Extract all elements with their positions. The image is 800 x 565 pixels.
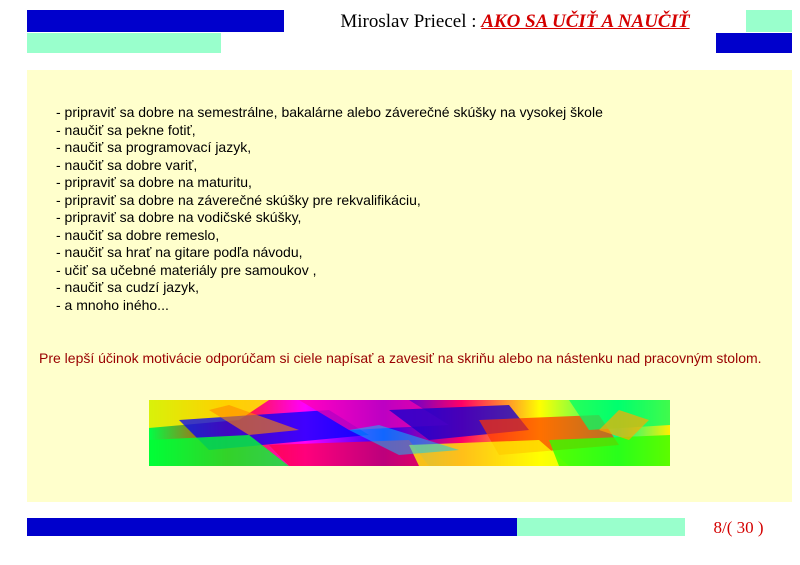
footer-mint-bar: [517, 518, 685, 536]
goal-list: [56, 104, 603, 314]
list-item: - naučiť sa hrať na gitare podľa návodu,: [56, 244, 303, 260]
motivation-note: Pre lepší účinok motivácie odporúčam si ciele napísať a zavesiť na skriňu alebo na nástenku nad pracovným stolom.: [39, 350, 762, 366]
list-item: - naučiť sa pekne fotiť,: [56, 121, 196, 138]
list-item: - naučiť sa dobre variť,: [56, 156, 198, 173]
page-title: [284, 10, 746, 34]
list-item: - pripraviť sa dobre na maturitu,: [56, 174, 252, 190]
list-item: - naučiť sa dobre remeslo,: [56, 226, 220, 243]
header-mint-bar: [27, 33, 221, 53]
list-item: - učiť sa učebné materiály pre samoukov ,: [56, 261, 317, 278]
list-item: - pripraviť sa dobre na semestrálne, bakalárne alebo záverečné skúšky na vysokej škole: [56, 104, 603, 120]
header-blue-bar: [27, 10, 284, 32]
list-item: - naučiť sa cudzí jazyk,: [56, 279, 199, 295]
page-number: 8/( 30 ): [713, 518, 764, 537]
list-item: - pripraviť sa dobre na záverečné skúšky pre rekvalifikáciu,: [56, 191, 421, 208]
content-panel: [27, 70, 792, 502]
list-item: - a mnoho iného...: [56, 296, 169, 313]
list-item: - naučiť sa programovací jazyk,: [56, 139, 252, 155]
header-right-mint-block: [746, 10, 792, 32]
header-right-blue-block: [716, 33, 792, 53]
list-item: - pripraviť sa dobre na vodičské skúšky,: [56, 209, 302, 225]
decorative-texture-image: [149, 400, 670, 466]
footer-blue-bar: [27, 518, 517, 536]
texture-graphic: [149, 400, 670, 466]
author-name: Miroslav Priecel :: [340, 11, 482, 32]
presentation-title: AKO SA UČIŤ A NAUČIŤ: [481, 11, 690, 32]
